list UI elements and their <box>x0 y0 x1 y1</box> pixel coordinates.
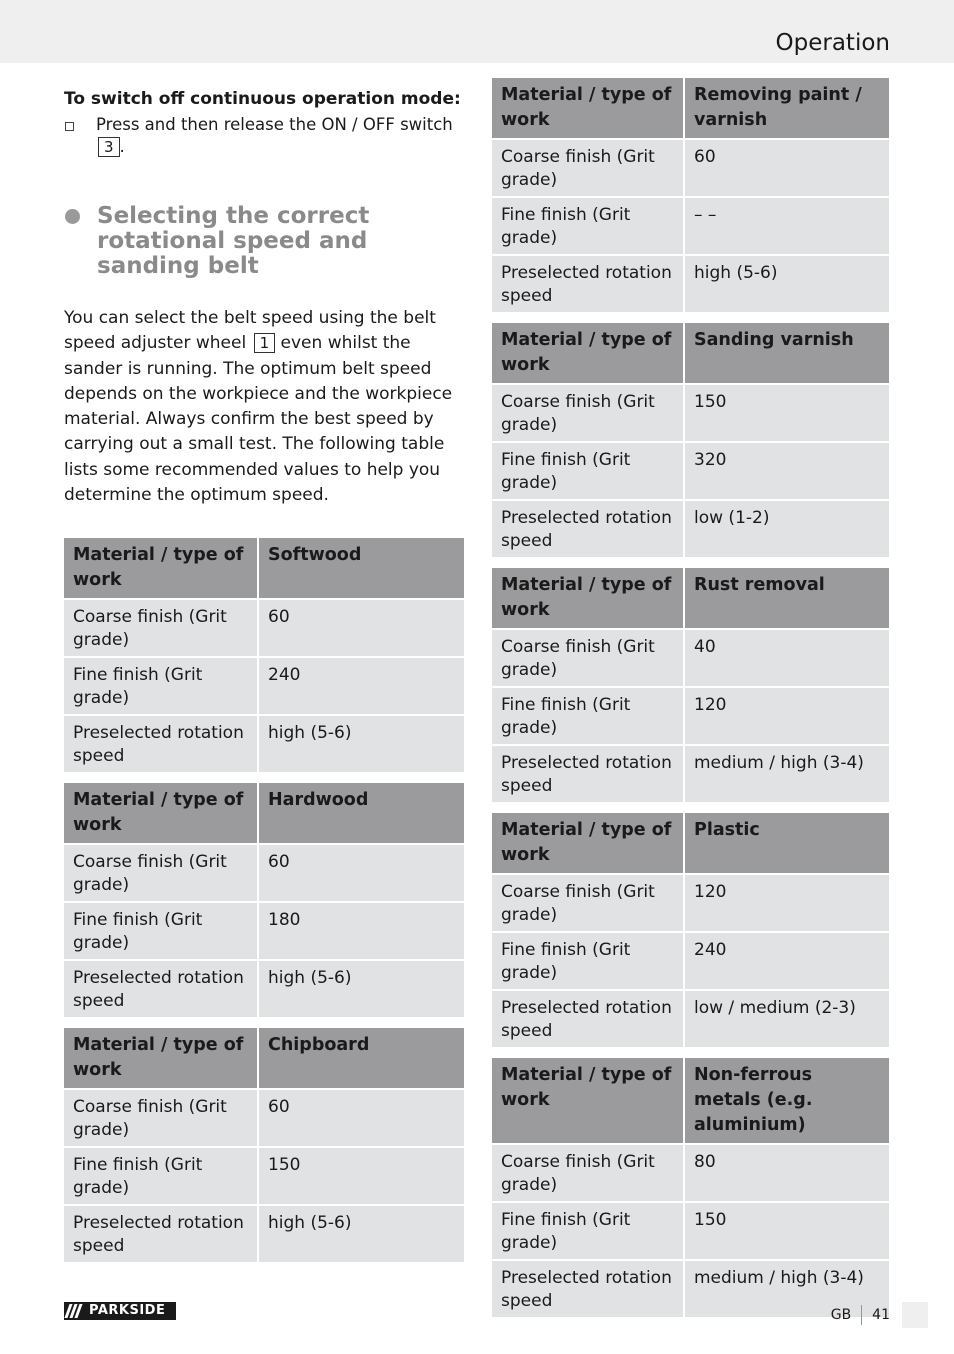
reference-number-box: 1 <box>254 333 276 353</box>
table-row <box>492 139 889 197</box>
row-value-cell: 150 <box>684 384 889 442</box>
row-value-cell: medium / high (3-4) <box>684 1260 889 1318</box>
section-heading <box>64 204 464 279</box>
left-tables <box>64 538 464 1264</box>
row-label-cell: Fine finish (Grit grade) <box>492 932 684 990</box>
header-label-cell: Material / type of work <box>64 538 258 599</box>
row-value-cell: 320 <box>684 442 889 500</box>
header-material-cell: Removing paint / varnish <box>684 78 889 139</box>
section-heading-text: Selecting the correct rotational speed and sanding belt <box>97 203 370 279</box>
header-material-cell: Non-ferrous metals (e.g. aluminium) <box>684 1058 889 1144</box>
table-row <box>492 1260 889 1318</box>
bullet-dot-icon <box>65 209 80 224</box>
brand-name: PARKSIDE <box>89 1303 166 1318</box>
page-footer <box>831 1302 890 1328</box>
header-material-cell: Plastic <box>684 813 889 874</box>
table-header-row <box>492 568 889 629</box>
table-row <box>492 1202 889 1260</box>
row-value-cell: 40 <box>684 629 889 687</box>
header-material-cell: Chipboard <box>258 1028 464 1089</box>
parkside-logo <box>64 1302 176 1320</box>
row-value-cell: 150 <box>684 1202 889 1260</box>
settings-table <box>492 1058 889 1319</box>
row-value-cell: 150 <box>258 1147 464 1205</box>
reference-number-box: 3 <box>98 137 120 157</box>
table-header-row <box>64 1028 464 1089</box>
header-material-cell: Rust removal <box>684 568 889 629</box>
row-label-cell: Coarse finish (Grit grade) <box>492 1144 684 1202</box>
table-header-row <box>492 813 889 874</box>
body-paragraph <box>64 306 464 508</box>
right-tables <box>492 78 889 1319</box>
table-row <box>64 1089 464 1147</box>
settings-table <box>64 783 464 1019</box>
row-label-cell: Preselected rotation speed <box>492 255 684 313</box>
row-label-cell: Coarse finish (Grit grade) <box>492 139 684 197</box>
header-label-cell: Material / type of work <box>492 813 684 874</box>
row-label-cell: Fine finish (Grit grade) <box>492 197 684 255</box>
row-label-cell: Preselected rotation speed <box>492 745 684 803</box>
row-value-cell: high (5-6) <box>258 715 464 773</box>
row-label-cell: Coarse finish (Grit grade) <box>492 629 684 687</box>
table-row <box>64 715 464 773</box>
row-value-cell: 60 <box>258 844 464 902</box>
table-row <box>492 874 889 932</box>
table-header-row <box>64 783 464 844</box>
language-code: GB <box>830 1307 852 1323</box>
header-material-cell: Softwood <box>258 538 464 599</box>
page-number: 41 <box>872 1307 890 1323</box>
header-label-cell: Material / type of work <box>64 783 258 844</box>
row-value-cell: high (5-6) <box>684 255 889 313</box>
row-label-cell: Coarse finish (Grit grade) <box>492 384 684 442</box>
row-label-cell: Fine finish (Grit grade) <box>64 1147 258 1205</box>
settings-table <box>492 568 889 804</box>
table-row <box>492 255 889 313</box>
settings-table <box>492 323 889 559</box>
paragraph-part-2: even whilst the sander is running. The optimum belt speed depends on the workpiece and the workpiece material. Always confirm the best speed by carrying out a small test. The following table lists some recommended values to help you determine the optimum speed. <box>64 333 453 506</box>
row-value-cell: high (5-6) <box>258 960 464 1018</box>
row-value-cell: – – <box>684 197 889 255</box>
settings-table <box>492 78 889 314</box>
row-label-cell: Fine finish (Grit grade) <box>64 657 258 715</box>
row-value-cell: low / medium (2-3) <box>684 990 889 1048</box>
header-material-cell: Sanding varnish <box>684 323 889 384</box>
table-row <box>64 844 464 902</box>
table-row <box>492 990 889 1048</box>
instruction-text: Press and then release the ON / OFF switch <box>96 115 453 134</box>
row-label-cell: Preselected rotation speed <box>492 1260 684 1318</box>
row-label-cell: Fine finish (Grit grade) <box>492 1202 684 1260</box>
table-row <box>492 442 889 500</box>
row-value-cell: 60 <box>258 1089 464 1147</box>
table-row <box>492 687 889 745</box>
footer-tab <box>902 1302 928 1328</box>
settings-table <box>64 1028 464 1264</box>
settings-table <box>492 813 889 1049</box>
right-column <box>492 78 889 1319</box>
table-row <box>492 629 889 687</box>
table-header-row <box>492 323 889 384</box>
header-label-cell: Material / type of work <box>492 323 684 384</box>
paragraph-part-1: You can select the belt speed using the belt speed adjuster wheel <box>64 308 436 354</box>
table-row <box>492 197 889 255</box>
row-value-cell: 180 <box>258 902 464 960</box>
row-value-cell: 240 <box>684 932 889 990</box>
header-label-cell: Material / type of work <box>492 568 684 629</box>
table-row <box>492 500 889 558</box>
page-title: Operation <box>775 30 890 56</box>
header-label-cell: Material / type of work <box>492 78 684 139</box>
table-header-row <box>492 78 889 139</box>
table-row <box>492 384 889 442</box>
row-value-cell: 60 <box>684 139 889 197</box>
switch-off-instruction <box>64 114 464 158</box>
table-row <box>64 902 464 960</box>
row-value-cell: 120 <box>684 874 889 932</box>
row-label-cell: Preselected rotation speed <box>64 1205 258 1263</box>
row-label-cell: Fine finish (Grit grade) <box>492 442 684 500</box>
header-label-cell: Material / type of work <box>492 1058 684 1144</box>
row-label-cell: Coarse finish (Grit grade) <box>64 599 258 657</box>
row-value-cell: medium / high (3-4) <box>684 745 889 803</box>
switch-off-heading: To switch off continuous operation mode: <box>64 89 461 109</box>
table-row <box>64 960 464 1018</box>
table-header-row <box>64 538 464 599</box>
row-label-cell: Coarse finish (Grit grade) <box>492 874 684 932</box>
row-label-cell: Fine finish (Grit grade) <box>64 902 258 960</box>
settings-table <box>64 538 464 774</box>
row-value-cell: 120 <box>684 687 889 745</box>
row-value-cell: 80 <box>684 1144 889 1202</box>
table-row <box>64 1205 464 1263</box>
row-value-cell: high (5-6) <box>258 1205 464 1263</box>
row-label-cell: Coarse finish (Grit grade) <box>64 1089 258 1147</box>
row-label-cell: Coarse finish (Grit grade) <box>64 844 258 902</box>
row-label-cell: Preselected rotation speed <box>64 715 258 773</box>
left-column <box>64 88 464 1264</box>
table-row <box>492 1144 889 1202</box>
row-value-cell: 60 <box>258 599 464 657</box>
table-row <box>64 599 464 657</box>
row-label-cell: Preselected rotation speed <box>492 500 684 558</box>
logo-stripes-icon <box>64 1302 89 1320</box>
checkbox-bullet-icon <box>65 122 74 131</box>
table-row <box>492 932 889 990</box>
table-header-row <box>492 1058 889 1144</box>
row-value-cell: low (1-2) <box>684 500 889 558</box>
instruction-suffix: . <box>119 137 125 156</box>
row-label-cell: Preselected rotation speed <box>492 990 684 1048</box>
footer-divider <box>861 1305 862 1325</box>
row-label-cell: Preselected rotation speed <box>64 960 258 1018</box>
table-row <box>64 657 464 715</box>
header-label-cell: Material / type of work <box>64 1028 258 1089</box>
table-row <box>64 1147 464 1205</box>
header-material-cell: Hardwood <box>258 783 464 844</box>
table-row <box>492 745 889 803</box>
row-label-cell: Fine finish (Grit grade) <box>492 687 684 745</box>
row-value-cell: 240 <box>258 657 464 715</box>
